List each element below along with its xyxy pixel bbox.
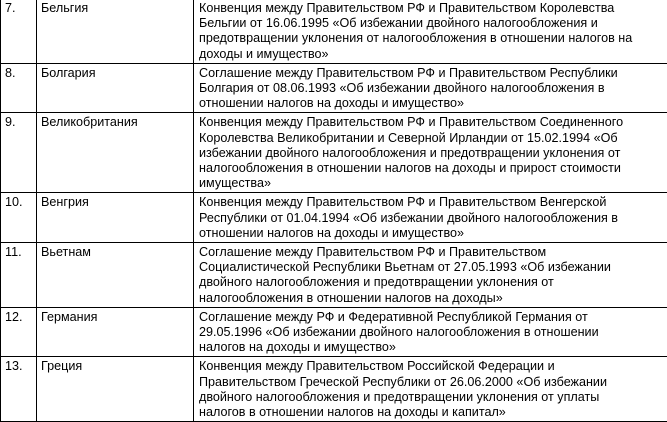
- country-name: Великобритания: [37, 113, 194, 193]
- country-name: Венгрия: [37, 193, 194, 243]
- treaty-description-line: Социалистической Республики Вьетнам от 27.05.1993 «Об избежании: [199, 260, 655, 275]
- row-number: 7.: [1, 0, 37, 63]
- treaty-description: [194, 357, 667, 422]
- treaty-description-line: Конвенция между Правительством РФ и Правительством Королевства: [199, 1, 655, 16]
- treaty-description-line: избежании двойного налогообложения и предотвращении уклонения от: [199, 146, 655, 161]
- treaty-description: [194, 0, 667, 63]
- treaty-description: [194, 307, 667, 357]
- treaty-description-line: Бельгии от 16.06.1995 «Об избежании двойного налогообложения и: [199, 16, 655, 31]
- treaty-description: [194, 113, 667, 193]
- table-row: [1, 357, 667, 422]
- treaty-description: [194, 243, 667, 308]
- treaty-description-line: Соглашение между РФ и Федеративной Республикой Германия от: [199, 310, 655, 325]
- table-row: [1, 0, 667, 63]
- treaty-description-line: налогообложения в отношении налогов на доходы и прирост стоимости: [199, 161, 655, 176]
- treaty-description-line: налогов в отношении налогов на доходы и капитал»: [199, 405, 655, 420]
- table-row: [1, 243, 667, 308]
- treaty-description-line: Соглашение между Правительством РФ и Правительством Республики: [199, 66, 655, 81]
- treaty-description-line: Республики от 01.04.1994 «Об избежании двойного налогообложения в: [199, 211, 655, 226]
- treaty-description-line: налогообложения в отношении налогов на доходы»: [199, 291, 655, 306]
- country-name: Болгария: [37, 63, 194, 113]
- table-row: [1, 63, 667, 113]
- table-row: [1, 307, 667, 357]
- treaty-description-line: Болгария от 08.06.1993 «Об избежании двойного налогообложения в: [199, 81, 655, 96]
- table-row: [1, 193, 667, 243]
- treaty-description-line: предотвращении уклонения от налогообложения в отношении налогов на: [199, 31, 655, 46]
- treaty-description-line: имущества»: [199, 176, 655, 191]
- row-number: 12.: [1, 307, 37, 357]
- treaty-description-line: Соглашение между Правительством РФ и Правительством: [199, 245, 655, 260]
- row-number: 13.: [1, 357, 37, 422]
- treaty-description-line: Королевства Великобритании и Северной Ирландии от 15.02.1994 «Об: [199, 131, 655, 146]
- treaty-description: [194, 63, 667, 113]
- country-name: Греция: [37, 357, 194, 422]
- treaty-description-line: двойного налогообложения и предотвращении уклонения от уплаты: [199, 390, 655, 405]
- row-number: 10.: [1, 193, 37, 243]
- row-number: 8.: [1, 63, 37, 113]
- row-number: 9.: [1, 113, 37, 193]
- treaty-description-line: отношении налогов на доходы и имущество»: [199, 226, 655, 241]
- treaty-description: [194, 193, 667, 243]
- treaty-description-line: Конвенция между Правительством Российской Федерации и: [199, 359, 655, 374]
- treaty-description-line: 29.05.1996 «Об избежании двойного налогообложения в отношении: [199, 325, 655, 340]
- treaty-description-line: доходы и имущество»: [199, 47, 655, 62]
- treaty-description-line: Конвенция между Правительством РФ и Правительством Соединенного: [199, 115, 655, 130]
- table-row: [1, 113, 667, 193]
- treaty-description-line: налогов на доходы и имущество»: [199, 340, 655, 355]
- treaty-description-line: двойного налогообложения и предотвращении уклонения от: [199, 275, 655, 290]
- country-name: Германия: [37, 307, 194, 357]
- treaty-description-line: отношении налогов на доходы и имущество»: [199, 96, 655, 111]
- country-name: Вьетнам: [37, 243, 194, 308]
- treaty-description-line: Правительством Греческой Республики от 26.06.2000 «Об избежании: [199, 375, 655, 390]
- treaty-description-line: Конвенция между Правительством РФ и Правительством Венгерской: [199, 195, 655, 210]
- country-name: Бельгия: [37, 0, 194, 63]
- row-number: 11.: [1, 243, 37, 308]
